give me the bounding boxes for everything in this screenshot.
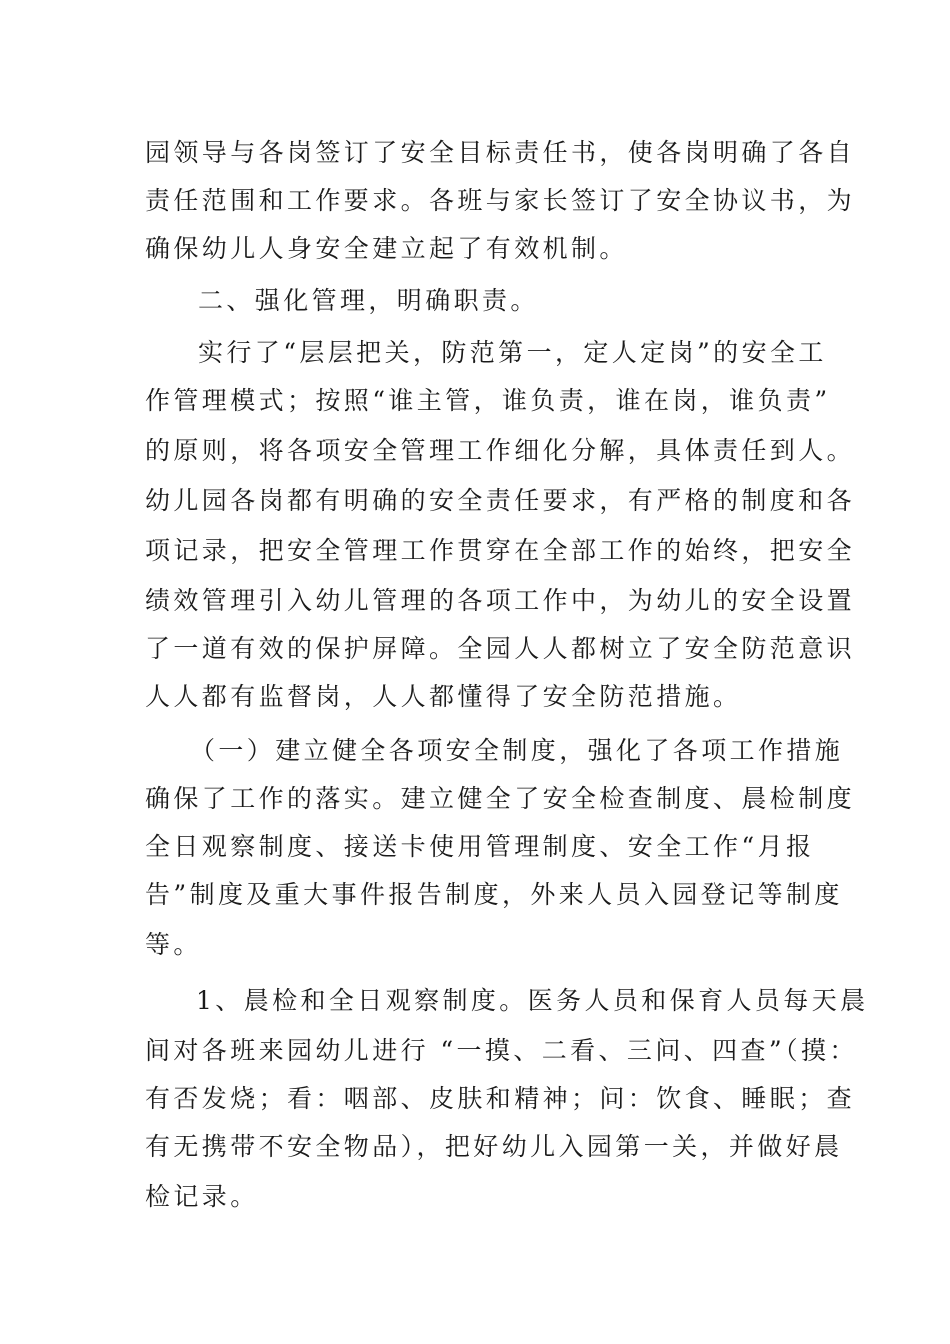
paragraph-line: 告”制度及重大事件报告制度，外来人员入园登记等制度 — [145, 880, 843, 909]
paragraph-line: 确保了工作的落实。建立健全了安全检查制度、晨检制度 — [145, 784, 856, 813]
paragraph-line: 有无携带不安全物品），把好幼儿入园第一关，并做好晨 — [145, 1132, 843, 1161]
paragraph-line: 的原则，将各项安全管理工作细化分解，具体责任到人。 — [145, 436, 856, 465]
paragraph-line: 幼儿园各岗都有明确的安全责任要求，有严格的制度和各 — [145, 486, 856, 515]
paragraph-line: 实行了“层层把关，防范第一，定人定岗”的安全工 — [198, 338, 827, 367]
paragraph-line: 检记录。 — [145, 1182, 259, 1211]
paragraph-line: 确保幼儿人身安全建立起了有效机制。 — [145, 234, 628, 263]
paragraph-line: 等。 — [145, 930, 202, 959]
paragraph-line: 绩效管理引入幼儿管理的各项工作中，为幼儿的安全设置 — [145, 586, 856, 615]
subsection-heading: （一）建立健全各项安全制度，强化了各项工作措施 — [190, 736, 844, 765]
paragraph-line: 作管理模式；按照“谁主管，谁负责，谁在岗，谁负责” — [145, 386, 831, 415]
paragraph-line: 全日观察制度、接送卡使用管理制度、安全工作“月报 — [145, 832, 815, 861]
paragraph-line: 人人都有监督岗，人人都懂得了安全防范措施。 — [145, 682, 742, 711]
paragraph-line: 间对各班来园幼儿进行 “一摸、二看、三问、四查”（摸： — [145, 1036, 858, 1065]
section-heading: 二、强化管理，明确职责。 — [198, 286, 539, 315]
paragraph-line: 项记录，把安全管理工作贯穿在全部工作的始终，把安全 — [145, 536, 856, 565]
paragraph-line: 责任范围和工作要求。各班与家长签订了安全协议书，为 — [145, 186, 856, 215]
paragraph-line: 园领导与各岗签订了安全目标责任书，使各岗明确了各自 — [145, 138, 856, 167]
paragraph-line: 1、晨检和全日观察制度。医务人员和保育人员每天晨 — [196, 986, 869, 1015]
paragraph-line: 有否发烧；看：咽部、皮肤和精神；问：饮食、睡眠；查 — [145, 1084, 856, 1113]
paragraph-line: 了一道有效的保护屏障。全园人人都树立了安全防范意识 — [145, 634, 856, 663]
